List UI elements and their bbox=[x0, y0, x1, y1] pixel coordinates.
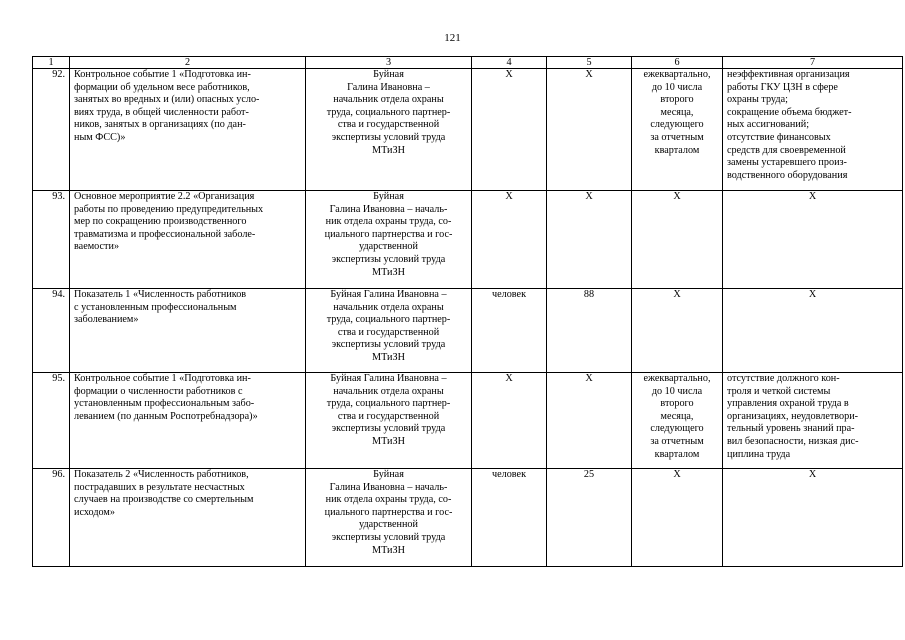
deadline-cell: Х bbox=[632, 191, 723, 289]
risk-cell: неэффективная организация работы ГКУ ЦЗН в сфере охраны труда; сокращение объема бюджет- ных ассигнований; отсутствие финансовых средств для своевременной замены устаревшего произ- водственного оборудования bbox=[723, 69, 903, 191]
deadline-cell: ежеквартально, до 10 числа второго месяца, следующего за отчетным кварталом bbox=[632, 69, 723, 191]
header-cell: 4 bbox=[472, 57, 547, 69]
header-cell: 5 bbox=[547, 57, 632, 69]
event-description: Показатель 2 «Численность работников, пострадавших в результате несчастных случаев на производстве со смертельным исходом» bbox=[70, 469, 306, 567]
row-number: 94. bbox=[33, 289, 70, 373]
table-row bbox=[33, 289, 903, 373]
row-number: 93. bbox=[33, 191, 70, 289]
value-cell: 25 bbox=[547, 469, 632, 567]
table-row bbox=[33, 69, 903, 191]
risk-cell: отсутствие должного кон- троля и четкой системы управления охраной труда в организациях, неудовлетвори- тельный уровень знаний пра- вил безопасности, низкая дис- циплина труда bbox=[723, 373, 903, 469]
unit-cell: Х bbox=[472, 69, 547, 191]
table-header-row bbox=[33, 57, 903, 69]
risk-cell: Х bbox=[723, 191, 903, 289]
responsible-person: Буйная Галина Ивановна – началь- ник отдела охраны труда, со- циального партнерства и гос- ударственной экспертизы условий труда МТиЗН bbox=[306, 191, 472, 289]
unit-cell: Х bbox=[472, 373, 547, 469]
value-cell: 88 bbox=[547, 289, 632, 373]
responsible-person: Буйная Галина Ивановна – начальник отдела охраны труда, социального партнер- ства и государственной экспертизы условий труда МТиЗН bbox=[306, 289, 472, 373]
event-description: Контрольное событие 1 «Подготовка ин- формации об удельном весе работников, занятых во вредных и (или) опасных усло- виях труда, в общей численности работ- ников, занятых в организациях (по дан- ным ФСС)» bbox=[70, 69, 306, 191]
header-cell: 1 bbox=[33, 57, 70, 69]
value-cell: Х bbox=[547, 373, 632, 469]
activities-table bbox=[32, 56, 903, 567]
event-description: Контрольное событие 1 «Подготовка ин- формации о численности работников с установленным профессиональным забо- леванием (по данным Роспотребнадзора)» bbox=[70, 373, 306, 469]
responsible-person: Буйная Галина Ивановна – начальник отдела охраны труда, социального партнер- ства и государственной экспертизы условий труда МТиЗН bbox=[306, 69, 472, 191]
row-number: 92. bbox=[33, 69, 70, 191]
deadline-cell: Х bbox=[632, 469, 723, 567]
row-number: 95. bbox=[33, 373, 70, 469]
deadline-cell: Х bbox=[632, 289, 723, 373]
risk-cell: Х bbox=[723, 289, 903, 373]
table-row bbox=[33, 191, 903, 289]
unit-cell: человек bbox=[472, 289, 547, 373]
value-cell: Х bbox=[547, 191, 632, 289]
row-number: 96. bbox=[33, 469, 70, 567]
value-cell: Х bbox=[547, 69, 632, 191]
responsible-person: Буйная Галина Ивановна – началь- ник отдела охраны труда, со- циального партнерства и гос- ударственной экспертизы условий труда МТиЗН bbox=[306, 469, 472, 567]
header-cell: 6 bbox=[632, 57, 723, 69]
table-row bbox=[33, 469, 903, 567]
header-cell: 2 bbox=[70, 57, 306, 69]
page-number: 121 bbox=[444, 32, 461, 44]
event-description: Показатель 1 «Численность работников с установленным профессиональным заболеванием» bbox=[70, 289, 306, 373]
deadline-cell: ежеквартально, до 10 числа второго месяца, следующего за отчетным кварталом bbox=[632, 373, 723, 469]
header-cell: 3 bbox=[306, 57, 472, 69]
responsible-person: Буйная Галина Ивановна – начальник отдела охраны труда, социального партнер- ства и государственной экспертизы условий труда МТиЗН bbox=[306, 373, 472, 469]
risk-cell: Х bbox=[723, 469, 903, 567]
unit-cell: Х bbox=[472, 191, 547, 289]
event-description: Основное мероприятие 2.2 «Организация работы по проведению предупредительных мер по сокращению производственного травматизма и профессиональной заболе- ваемости» bbox=[70, 191, 306, 289]
unit-cell: человек bbox=[472, 469, 547, 567]
table-row bbox=[33, 373, 903, 469]
header-cell: 7 bbox=[723, 57, 903, 69]
